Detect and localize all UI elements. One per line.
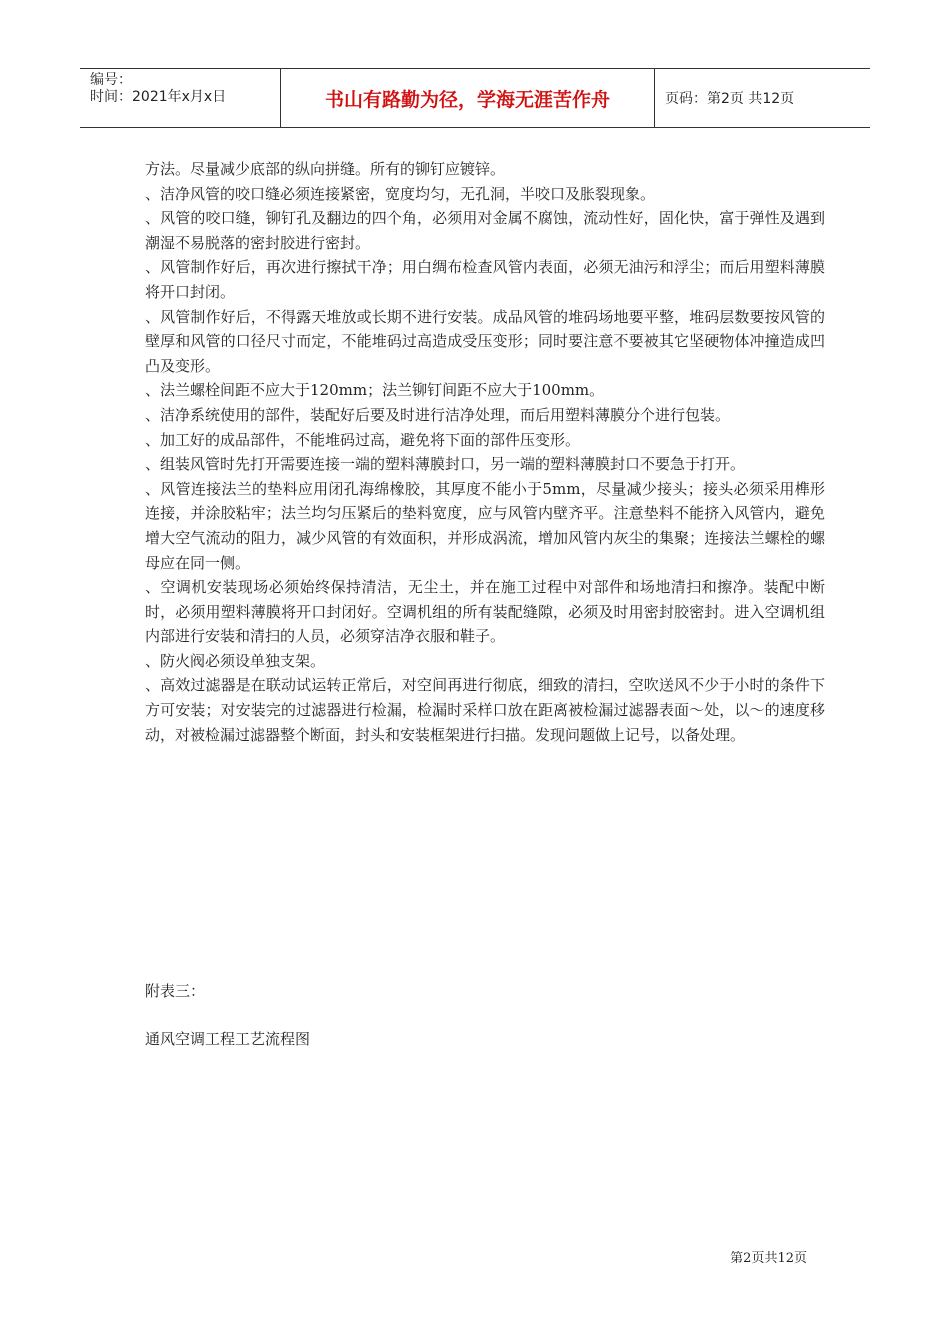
- header-meta: [80, 69, 281, 127]
- body-text: [145, 157, 825, 747]
- page-footer: 第2页共12页: [730, 1251, 807, 1266]
- paragraph: 、风管的咬口缝，铆钉孔及翻边的四个角，必须用对金属不腐蚀，流动性好，固化快，富于弹性及遇到潮湿不易脱落的密封胶进行密封。: [145, 209, 825, 252]
- paragraph: 、洁净系统使用的部件，装配好后要及时进行洁净处理，而后用塑料薄膜分个进行包装。: [145, 405, 731, 424]
- flow-chart-title: 通风空调工程工艺流程图: [145, 1030, 311, 1048]
- appendix-label: 附表三：: [145, 982, 206, 1000]
- number-label: 编号：: [90, 72, 132, 88]
- paragraph: 、空调机安装现场必须始终保持清洁，无尘土，并在施工过程中对部件和场地清扫和擦净。装配中断时，必须用塑料薄膜将开口封闭好。空调机组的所有装配缝隙，必须及时用密封胶密封。进入空调机组内部进行安装和清扫的人员，必须穿洁净衣服和鞋子。: [145, 578, 825, 646]
- paragraph: 、组装风管时先打开需要连接一端的塑料薄膜封口，另一端的塑料薄膜封口不要急于打开。: [145, 455, 746, 474]
- page-header: [80, 68, 870, 128]
- paragraph: 、风管制作好后，再次进行擦拭干净；用白绸布检查风管内表面，必须无油污和浮尘；而后用塑料薄膜将开口封闭。: [145, 258, 825, 301]
- paragraph: 、加工好的成品部件，不能堆码过高，避免将下面的部件压变形。: [145, 430, 581, 449]
- header-motto: 书山有路勤为径，学海无涯苦作舟: [281, 69, 655, 127]
- header-page-info: 页码：第2页 共12页: [665, 91, 795, 107]
- paragraph: 方法。尽量减少底部的纵向拼缝。所有的铆钉应镀锌。: [145, 160, 506, 178]
- paragraph: 、风管制作好后，不得露天堆放或长期不进行安装。成品风管的堆码场地要平整，堆码层数要按风管的壁厚和风管的口径尺寸而定，不能堆码过高造成受压变形；同时要注意不要被其它坚硬物体冲撞造成凹凸及变形。: [145, 307, 825, 375]
- paragraph: 、风管连接法兰的垫料应用闭孔海绵橡胶，其厚度不能小于5mm，尽量减少接头；接头必须采用榫形连接，并涂胶粘牢；法兰均匀压紧后的垫料宽度，应与风管内壁齐平。注意垫料不能挤入风管内，避免增大空气流动的阻力，减少风管的有效面积，并形成涡流，增加风管内灰尘的集聚；连接法兰螺栓的螺母应在同一侧。: [145, 479, 825, 572]
- paragraph: 、洁净风管的咬口缝必须连接紧密，宽度均匀，无孔洞，半咬口及胀裂现象。: [145, 184, 656, 203]
- date-label: 时间：2021年x月x日: [90, 89, 227, 105]
- paragraph: 、防火阀必须设单独支架。: [145, 651, 326, 670]
- paragraph: 、法兰螺栓间距不应大于120mm；法兰铆钉间距不应大于100mm。: [145, 381, 605, 400]
- paragraph: 、高效过滤器是在联动试运转正常后，对空间再进行彻底，细致的清扫，空吹送风不少于小时的条件下方可安装；对安装完的过滤器进行检漏，检漏时采样口放在距离被检漏过滤器表面～处，以～的速度移动，对被检漏过滤器整个断面，封头和安装框架进行扫描。发现问题做上记号，以备处理。: [145, 676, 825, 744]
